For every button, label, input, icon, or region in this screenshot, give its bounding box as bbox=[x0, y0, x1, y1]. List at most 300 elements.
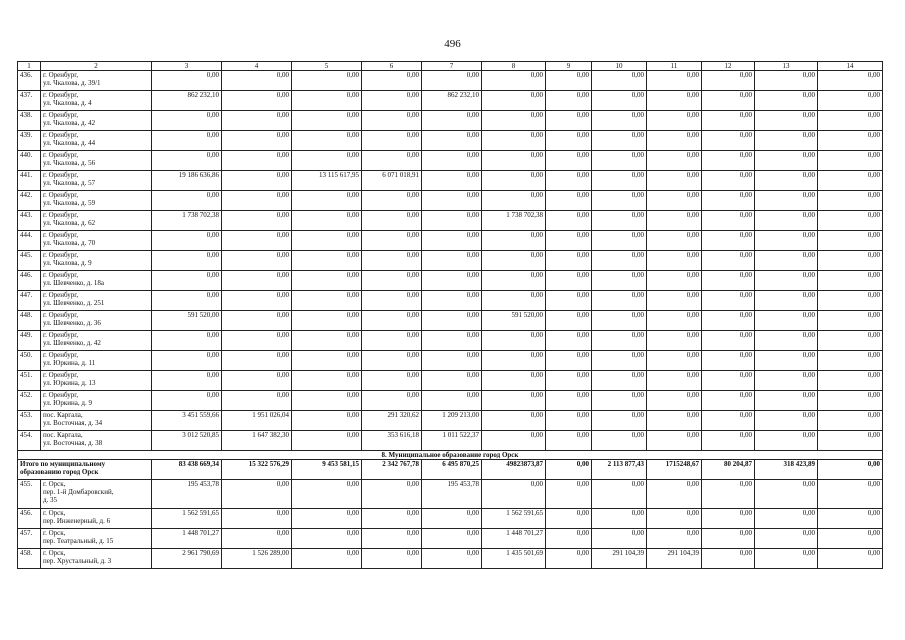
total-value: 318 423,89 bbox=[755, 460, 818, 480]
row-number: 457. bbox=[18, 529, 41, 549]
table-row bbox=[18, 480, 883, 509]
row-number: 438. bbox=[18, 111, 41, 131]
column-number: 14 bbox=[818, 62, 883, 71]
value-cell: 0,00 bbox=[292, 391, 362, 411]
address-line: ул. Чкалова, д. 39/1 bbox=[43, 79, 101, 87]
total-value: 9 453 581,15 bbox=[292, 460, 362, 480]
value-cell: 0,00 bbox=[818, 411, 883, 431]
value-cell: 0,00 bbox=[152, 131, 222, 151]
address-line: г. Оренбург, bbox=[43, 351, 79, 359]
value-cell: 0,00 bbox=[222, 251, 292, 271]
address-line: г. Оренбург, bbox=[43, 391, 79, 399]
value-cell: 0,00 bbox=[546, 251, 592, 271]
row-number: 450. bbox=[18, 351, 41, 371]
value-cell: 0,00 bbox=[818, 480, 883, 509]
row-number: 441. bbox=[18, 171, 41, 191]
value-cell: 0,00 bbox=[755, 391, 818, 411]
value-cell: 1 448 701,27 bbox=[482, 529, 546, 549]
column-number: 1 bbox=[18, 62, 41, 71]
address-line: г. Орск, bbox=[43, 549, 66, 557]
address-line: г. Оренбург, bbox=[43, 291, 79, 299]
value-cell: 0,00 bbox=[292, 151, 362, 171]
value-cell: 0,00 bbox=[592, 91, 647, 111]
value-cell: 0,00 bbox=[592, 191, 647, 211]
value-cell: 0,00 bbox=[818, 251, 883, 271]
value-cell: 0,00 bbox=[592, 251, 647, 271]
value-cell: 0,00 bbox=[546, 549, 592, 569]
value-cell: 0,00 bbox=[818, 371, 883, 391]
value-cell: 0,00 bbox=[755, 509, 818, 529]
value-cell: 0,00 bbox=[702, 111, 755, 131]
address-line: г. Орск, bbox=[43, 529, 66, 537]
column-number: 13 bbox=[755, 62, 818, 71]
value-cell: 0,00 bbox=[546, 411, 592, 431]
row-number: 453. bbox=[18, 411, 41, 431]
value-cell: 0,00 bbox=[546, 529, 592, 549]
table-row bbox=[18, 171, 883, 191]
value-cell: 0,00 bbox=[592, 509, 647, 529]
value-cell: 0,00 bbox=[292, 91, 362, 111]
value-cell: 0,00 bbox=[592, 271, 647, 291]
value-cell: 0,00 bbox=[755, 111, 818, 131]
value-cell: 0,00 bbox=[152, 351, 222, 371]
value-cell: 591 520,00 bbox=[152, 311, 222, 331]
value-cell: 0,00 bbox=[152, 111, 222, 131]
address-cell bbox=[41, 311, 152, 331]
table-row bbox=[18, 509, 883, 529]
value-cell: 0,00 bbox=[362, 480, 422, 509]
value-cell: 1 738 702,38 bbox=[482, 211, 546, 231]
value-cell: 0,00 bbox=[647, 131, 702, 151]
total-value: 6 495 870,25 bbox=[422, 460, 482, 480]
value-cell: 0,00 bbox=[755, 231, 818, 251]
address-line: г. Орск, bbox=[43, 509, 66, 517]
address-line: г. Оренбург, bbox=[43, 331, 79, 339]
value-cell: 0,00 bbox=[647, 431, 702, 451]
row-number: 446. bbox=[18, 271, 41, 291]
value-cell: 0,00 bbox=[292, 131, 362, 151]
total-row bbox=[18, 460, 883, 480]
value-cell: 0,00 bbox=[647, 411, 702, 431]
value-cell: 0,00 bbox=[818, 191, 883, 211]
address-line: ул. Шевченко, д. 36 bbox=[43, 319, 101, 327]
table-row bbox=[18, 311, 883, 331]
value-cell: 0,00 bbox=[292, 211, 362, 231]
table-row bbox=[18, 431, 883, 451]
column-number: 2 bbox=[41, 62, 152, 71]
value-cell: 1 011 522,37 bbox=[422, 431, 482, 451]
value-cell: 0,00 bbox=[755, 131, 818, 151]
table-row bbox=[18, 211, 883, 231]
value-cell: 0,00 bbox=[818, 91, 883, 111]
value-cell: 0,00 bbox=[755, 251, 818, 271]
value-cell: 0,00 bbox=[292, 509, 362, 529]
value-cell: 0,00 bbox=[702, 211, 755, 231]
value-cell: 0,00 bbox=[546, 331, 592, 351]
table-row bbox=[18, 351, 883, 371]
value-cell: 0,00 bbox=[592, 351, 647, 371]
value-cell: 0,00 bbox=[647, 171, 702, 191]
value-cell: 1 647 382,30 bbox=[222, 431, 292, 451]
value-cell: 0,00 bbox=[482, 251, 546, 271]
value-cell: 0,00 bbox=[818, 231, 883, 251]
value-cell: 0,00 bbox=[362, 391, 422, 411]
table-row bbox=[18, 191, 883, 211]
address-line: ул. Шевченко, д. 18а bbox=[43, 279, 104, 287]
value-cell: 0,00 bbox=[362, 151, 422, 171]
value-cell: 0,00 bbox=[482, 480, 546, 509]
value-cell: 0,00 bbox=[292, 529, 362, 549]
value-cell: 0,00 bbox=[818, 549, 883, 569]
value-cell: 0,00 bbox=[482, 71, 546, 91]
table-row bbox=[18, 111, 883, 131]
value-cell: 0,00 bbox=[482, 151, 546, 171]
value-cell: 0,00 bbox=[647, 71, 702, 91]
column-number: 8 bbox=[482, 62, 546, 71]
column-number: 10 bbox=[592, 62, 647, 71]
value-cell: 195 453,78 bbox=[422, 480, 482, 509]
value-cell: 0,00 bbox=[422, 291, 482, 311]
total-value: 15 322 576,29 bbox=[222, 460, 292, 480]
address-line: пер. 1-й Домбаровский, bbox=[43, 488, 114, 496]
value-cell: 1 526 289,00 bbox=[222, 549, 292, 569]
value-cell: 0,00 bbox=[702, 131, 755, 151]
column-number: 12 bbox=[702, 62, 755, 71]
value-cell: 0,00 bbox=[222, 331, 292, 351]
column-number: 9 bbox=[546, 62, 592, 71]
value-cell: 19 186 636,86 bbox=[152, 171, 222, 191]
value-cell: 0,00 bbox=[546, 131, 592, 151]
value-cell: 0,00 bbox=[362, 91, 422, 111]
table-row bbox=[18, 271, 883, 291]
value-cell: 0,00 bbox=[222, 231, 292, 251]
value-cell: 0,00 bbox=[647, 371, 702, 391]
total-value: 2 113 877,43 bbox=[592, 460, 647, 480]
value-cell: 0,00 bbox=[702, 509, 755, 529]
value-cell: 0,00 bbox=[482, 191, 546, 211]
value-cell: 0,00 bbox=[755, 529, 818, 549]
value-cell: 0,00 bbox=[222, 211, 292, 231]
value-cell: 2 961 790,69 bbox=[152, 549, 222, 569]
value-cell: 0,00 bbox=[222, 271, 292, 291]
total-label bbox=[18, 460, 152, 480]
address-line: ул. Юркина, д. 9 bbox=[43, 399, 92, 407]
row-number: 447. bbox=[18, 291, 41, 311]
value-cell: 0,00 bbox=[647, 111, 702, 131]
address-line: пер. Хрустальный, д. 3 bbox=[43, 557, 112, 565]
value-cell: 0,00 bbox=[818, 151, 883, 171]
address-cell bbox=[41, 71, 152, 91]
value-cell: 862 232,10 bbox=[422, 91, 482, 111]
value-cell: 0,00 bbox=[362, 271, 422, 291]
value-cell: 0,00 bbox=[152, 151, 222, 171]
value-cell: 0,00 bbox=[152, 191, 222, 211]
registry-table bbox=[17, 61, 883, 569]
value-cell: 0,00 bbox=[592, 371, 647, 391]
value-cell: 0,00 bbox=[818, 211, 883, 231]
value-cell: 0,00 bbox=[222, 351, 292, 371]
value-cell: 0,00 bbox=[546, 480, 592, 509]
value-cell: 0,00 bbox=[755, 211, 818, 231]
value-cell: 0,00 bbox=[647, 311, 702, 331]
total-value: 0,00 bbox=[818, 460, 883, 480]
value-cell: 0,00 bbox=[702, 311, 755, 331]
address-line: г. Оренбург, bbox=[43, 371, 79, 379]
value-cell: 0,00 bbox=[222, 111, 292, 131]
total-value: 2 342 767,78 bbox=[362, 460, 422, 480]
table-row bbox=[18, 131, 883, 151]
total-value: 49823873,87 bbox=[482, 460, 546, 480]
value-cell: 0,00 bbox=[362, 529, 422, 549]
value-cell: 0,00 bbox=[152, 371, 222, 391]
value-cell: 0,00 bbox=[362, 549, 422, 569]
address-line: г. Оренбург, bbox=[43, 151, 79, 159]
address-cell bbox=[41, 549, 152, 569]
address-line: ул. Чкалова, д. 59 bbox=[43, 199, 96, 207]
value-cell: 0,00 bbox=[546, 271, 592, 291]
value-cell: 1 562 591,65 bbox=[482, 509, 546, 529]
value-cell: 0,00 bbox=[755, 291, 818, 311]
address-line: образованию город Орск bbox=[20, 468, 99, 476]
column-number: 5 bbox=[292, 62, 362, 71]
value-cell: 0,00 bbox=[222, 71, 292, 91]
value-cell: 0,00 bbox=[422, 251, 482, 271]
row-number: 440. bbox=[18, 151, 41, 171]
address-cell bbox=[41, 251, 152, 271]
value-cell: 0,00 bbox=[422, 331, 482, 351]
value-cell: 0,00 bbox=[422, 271, 482, 291]
value-cell: 0,00 bbox=[292, 311, 362, 331]
value-cell: 0,00 bbox=[292, 371, 362, 391]
address-line: ул. Чкалова, д. 56 bbox=[43, 159, 96, 167]
address-line: пер. Театральный, д. 15 bbox=[43, 537, 114, 545]
value-cell: 0,00 bbox=[362, 509, 422, 529]
row-number: 448. bbox=[18, 311, 41, 331]
value-cell: 0,00 bbox=[702, 231, 755, 251]
table-row bbox=[18, 291, 883, 311]
value-cell: 6 071 018,91 bbox=[362, 171, 422, 191]
value-cell: 0,00 bbox=[818, 271, 883, 291]
value-cell: 0,00 bbox=[546, 311, 592, 331]
column-number-row bbox=[18, 62, 883, 71]
table-row bbox=[18, 549, 883, 569]
value-cell: 0,00 bbox=[818, 291, 883, 311]
value-cell: 0,00 bbox=[592, 71, 647, 91]
address-cell bbox=[41, 391, 152, 411]
value-cell: 0,00 bbox=[222, 529, 292, 549]
value-cell: 0,00 bbox=[482, 351, 546, 371]
page-number: 496 bbox=[444, 38, 461, 50]
address-line: г. Оренбург, bbox=[43, 91, 79, 99]
value-cell: 0,00 bbox=[592, 411, 647, 431]
value-cell: 0,00 bbox=[292, 351, 362, 371]
value-cell: 0,00 bbox=[292, 191, 362, 211]
address-cell bbox=[41, 351, 152, 371]
address-cell bbox=[41, 411, 152, 431]
table-row bbox=[18, 71, 883, 91]
value-cell: 0,00 bbox=[482, 391, 546, 411]
address-cell bbox=[41, 371, 152, 391]
value-cell: 0,00 bbox=[647, 251, 702, 271]
value-cell: 0,00 bbox=[222, 171, 292, 191]
value-cell: 0,00 bbox=[702, 171, 755, 191]
value-cell: 0,00 bbox=[546, 231, 592, 251]
value-cell: 0,00 bbox=[482, 231, 546, 251]
value-cell: 0,00 bbox=[818, 351, 883, 371]
address-cell bbox=[41, 191, 152, 211]
value-cell: 0,00 bbox=[362, 291, 422, 311]
total-value: 80 204,87 bbox=[702, 460, 755, 480]
value-cell: 0,00 bbox=[546, 391, 592, 411]
value-cell: 0,00 bbox=[292, 111, 362, 131]
value-cell: 0,00 bbox=[647, 291, 702, 311]
address-line: г. Оренбург, bbox=[43, 231, 79, 239]
value-cell: 0,00 bbox=[482, 291, 546, 311]
value-cell: 0,00 bbox=[702, 291, 755, 311]
value-cell: 291 320,62 bbox=[362, 411, 422, 431]
address-cell bbox=[41, 171, 152, 191]
value-cell: 0,00 bbox=[292, 71, 362, 91]
value-cell: 0,00 bbox=[755, 549, 818, 569]
value-cell: 0,00 bbox=[152, 271, 222, 291]
address-line: ул. Восточная, д. 38 bbox=[43, 439, 103, 447]
value-cell: 0,00 bbox=[362, 331, 422, 351]
value-cell: 1 209 213,00 bbox=[422, 411, 482, 431]
value-cell: 0,00 bbox=[702, 271, 755, 291]
value-cell: 0,00 bbox=[592, 311, 647, 331]
value-cell: 0,00 bbox=[755, 151, 818, 171]
address-line: ул. Юркина, д. 11 bbox=[43, 359, 96, 367]
address-line: ул. Шевченко, д. 42 bbox=[43, 339, 101, 347]
value-cell: 0,00 bbox=[592, 431, 647, 451]
value-cell: 0,00 bbox=[546, 91, 592, 111]
address-line: г. Оренбург, bbox=[43, 211, 79, 219]
address-cell bbox=[41, 529, 152, 549]
address-line: г. Оренбург, bbox=[43, 111, 79, 119]
total-value: 83 438 669,34 bbox=[152, 460, 222, 480]
table-body bbox=[18, 62, 883, 569]
value-cell: 0,00 bbox=[755, 351, 818, 371]
value-cell: 0,00 bbox=[755, 271, 818, 291]
value-cell: 0,00 bbox=[755, 371, 818, 391]
address-cell bbox=[41, 331, 152, 351]
value-cell: 0,00 bbox=[546, 211, 592, 231]
value-cell: 0,00 bbox=[818, 171, 883, 191]
value-cell: 0,00 bbox=[818, 431, 883, 451]
value-cell: 0,00 bbox=[482, 431, 546, 451]
address-line: г. Оренбург, bbox=[43, 191, 79, 199]
value-cell: 0,00 bbox=[292, 291, 362, 311]
value-cell: 0,00 bbox=[292, 271, 362, 291]
table-row bbox=[18, 411, 883, 431]
table-row bbox=[18, 529, 883, 549]
value-cell: 0,00 bbox=[647, 271, 702, 291]
value-cell: 0,00 bbox=[292, 251, 362, 271]
address-line: ул. Чкалова, д. 42 bbox=[43, 119, 96, 127]
value-cell: 0,00 bbox=[647, 191, 702, 211]
value-cell: 0,00 bbox=[422, 391, 482, 411]
value-cell: 0,00 bbox=[546, 291, 592, 311]
row-number: 439. bbox=[18, 131, 41, 151]
value-cell: 0,00 bbox=[818, 311, 883, 331]
value-cell: 0,00 bbox=[592, 529, 647, 549]
address-line: ул. Чкалова, д. 57 bbox=[43, 179, 96, 187]
value-cell: 0,00 bbox=[647, 391, 702, 411]
value-cell: 0,00 bbox=[422, 311, 482, 331]
value-cell: 0,00 bbox=[818, 331, 883, 351]
value-cell: 0,00 bbox=[292, 231, 362, 251]
address-line: ул. Чкалова, д. 4 bbox=[43, 99, 92, 107]
value-cell: 0,00 bbox=[647, 231, 702, 251]
address-line: г. Оренбург, bbox=[43, 131, 79, 139]
address-cell bbox=[41, 509, 152, 529]
address-line: пос. Каргала, bbox=[43, 431, 83, 439]
value-cell: 0,00 bbox=[152, 291, 222, 311]
value-cell: 0,00 bbox=[482, 411, 546, 431]
address-line: ул. Юркина, д. 13 bbox=[43, 379, 96, 387]
value-cell: 0,00 bbox=[755, 171, 818, 191]
value-cell: 3 012 520,85 bbox=[152, 431, 222, 451]
value-cell: 0,00 bbox=[482, 171, 546, 191]
value-cell: 0,00 bbox=[292, 549, 362, 569]
value-cell: 0,00 bbox=[422, 529, 482, 549]
address-line: ул. Чкалова, д. 44 bbox=[43, 139, 96, 147]
value-cell: 0,00 bbox=[222, 291, 292, 311]
value-cell: 0,00 bbox=[647, 331, 702, 351]
total-value: 1715248,67 bbox=[647, 460, 702, 480]
column-number: 3 bbox=[152, 62, 222, 71]
address-line: пер. Инженерный, д. 6 bbox=[43, 517, 111, 525]
value-cell: 0,00 bbox=[702, 331, 755, 351]
value-cell: 0,00 bbox=[546, 71, 592, 91]
value-cell: 0,00 bbox=[647, 351, 702, 371]
value-cell: 0,00 bbox=[222, 191, 292, 211]
table-row bbox=[18, 391, 883, 411]
value-cell: 0,00 bbox=[152, 251, 222, 271]
value-cell: 0,00 bbox=[647, 91, 702, 111]
value-cell: 0,00 bbox=[152, 391, 222, 411]
value-cell: 0,00 bbox=[546, 431, 592, 451]
row-number: 444. bbox=[18, 231, 41, 251]
value-cell: 0,00 bbox=[702, 549, 755, 569]
value-cell: 0,00 bbox=[482, 271, 546, 291]
row-number: 456. bbox=[18, 509, 41, 529]
address-line: д. 35 bbox=[43, 496, 58, 504]
row-number: 436. bbox=[18, 71, 41, 91]
value-cell: 0,00 bbox=[152, 331, 222, 351]
value-cell: 0,00 bbox=[702, 191, 755, 211]
value-cell: 0,00 bbox=[818, 529, 883, 549]
value-cell: 0,00 bbox=[647, 529, 702, 549]
value-cell: 0,00 bbox=[152, 71, 222, 91]
value-cell: 0,00 bbox=[818, 509, 883, 529]
address-cell bbox=[41, 271, 152, 291]
address-line: ул. Чкалова, д. 9 bbox=[43, 259, 92, 267]
value-cell: 0,00 bbox=[702, 71, 755, 91]
address-line: г. Орск, bbox=[43, 480, 66, 488]
value-cell: 0,00 bbox=[702, 391, 755, 411]
value-cell: 0,00 bbox=[222, 509, 292, 529]
value-cell: 591 520,00 bbox=[482, 311, 546, 331]
value-cell: 0,00 bbox=[592, 391, 647, 411]
address-cell bbox=[41, 291, 152, 311]
table-row bbox=[18, 251, 883, 271]
value-cell: 0,00 bbox=[647, 151, 702, 171]
value-cell: 0,00 bbox=[702, 151, 755, 171]
row-number: 437. bbox=[18, 91, 41, 111]
value-cell: 0,00 bbox=[152, 231, 222, 251]
address-line: ул. Чкалова, д. 70 bbox=[43, 239, 96, 247]
